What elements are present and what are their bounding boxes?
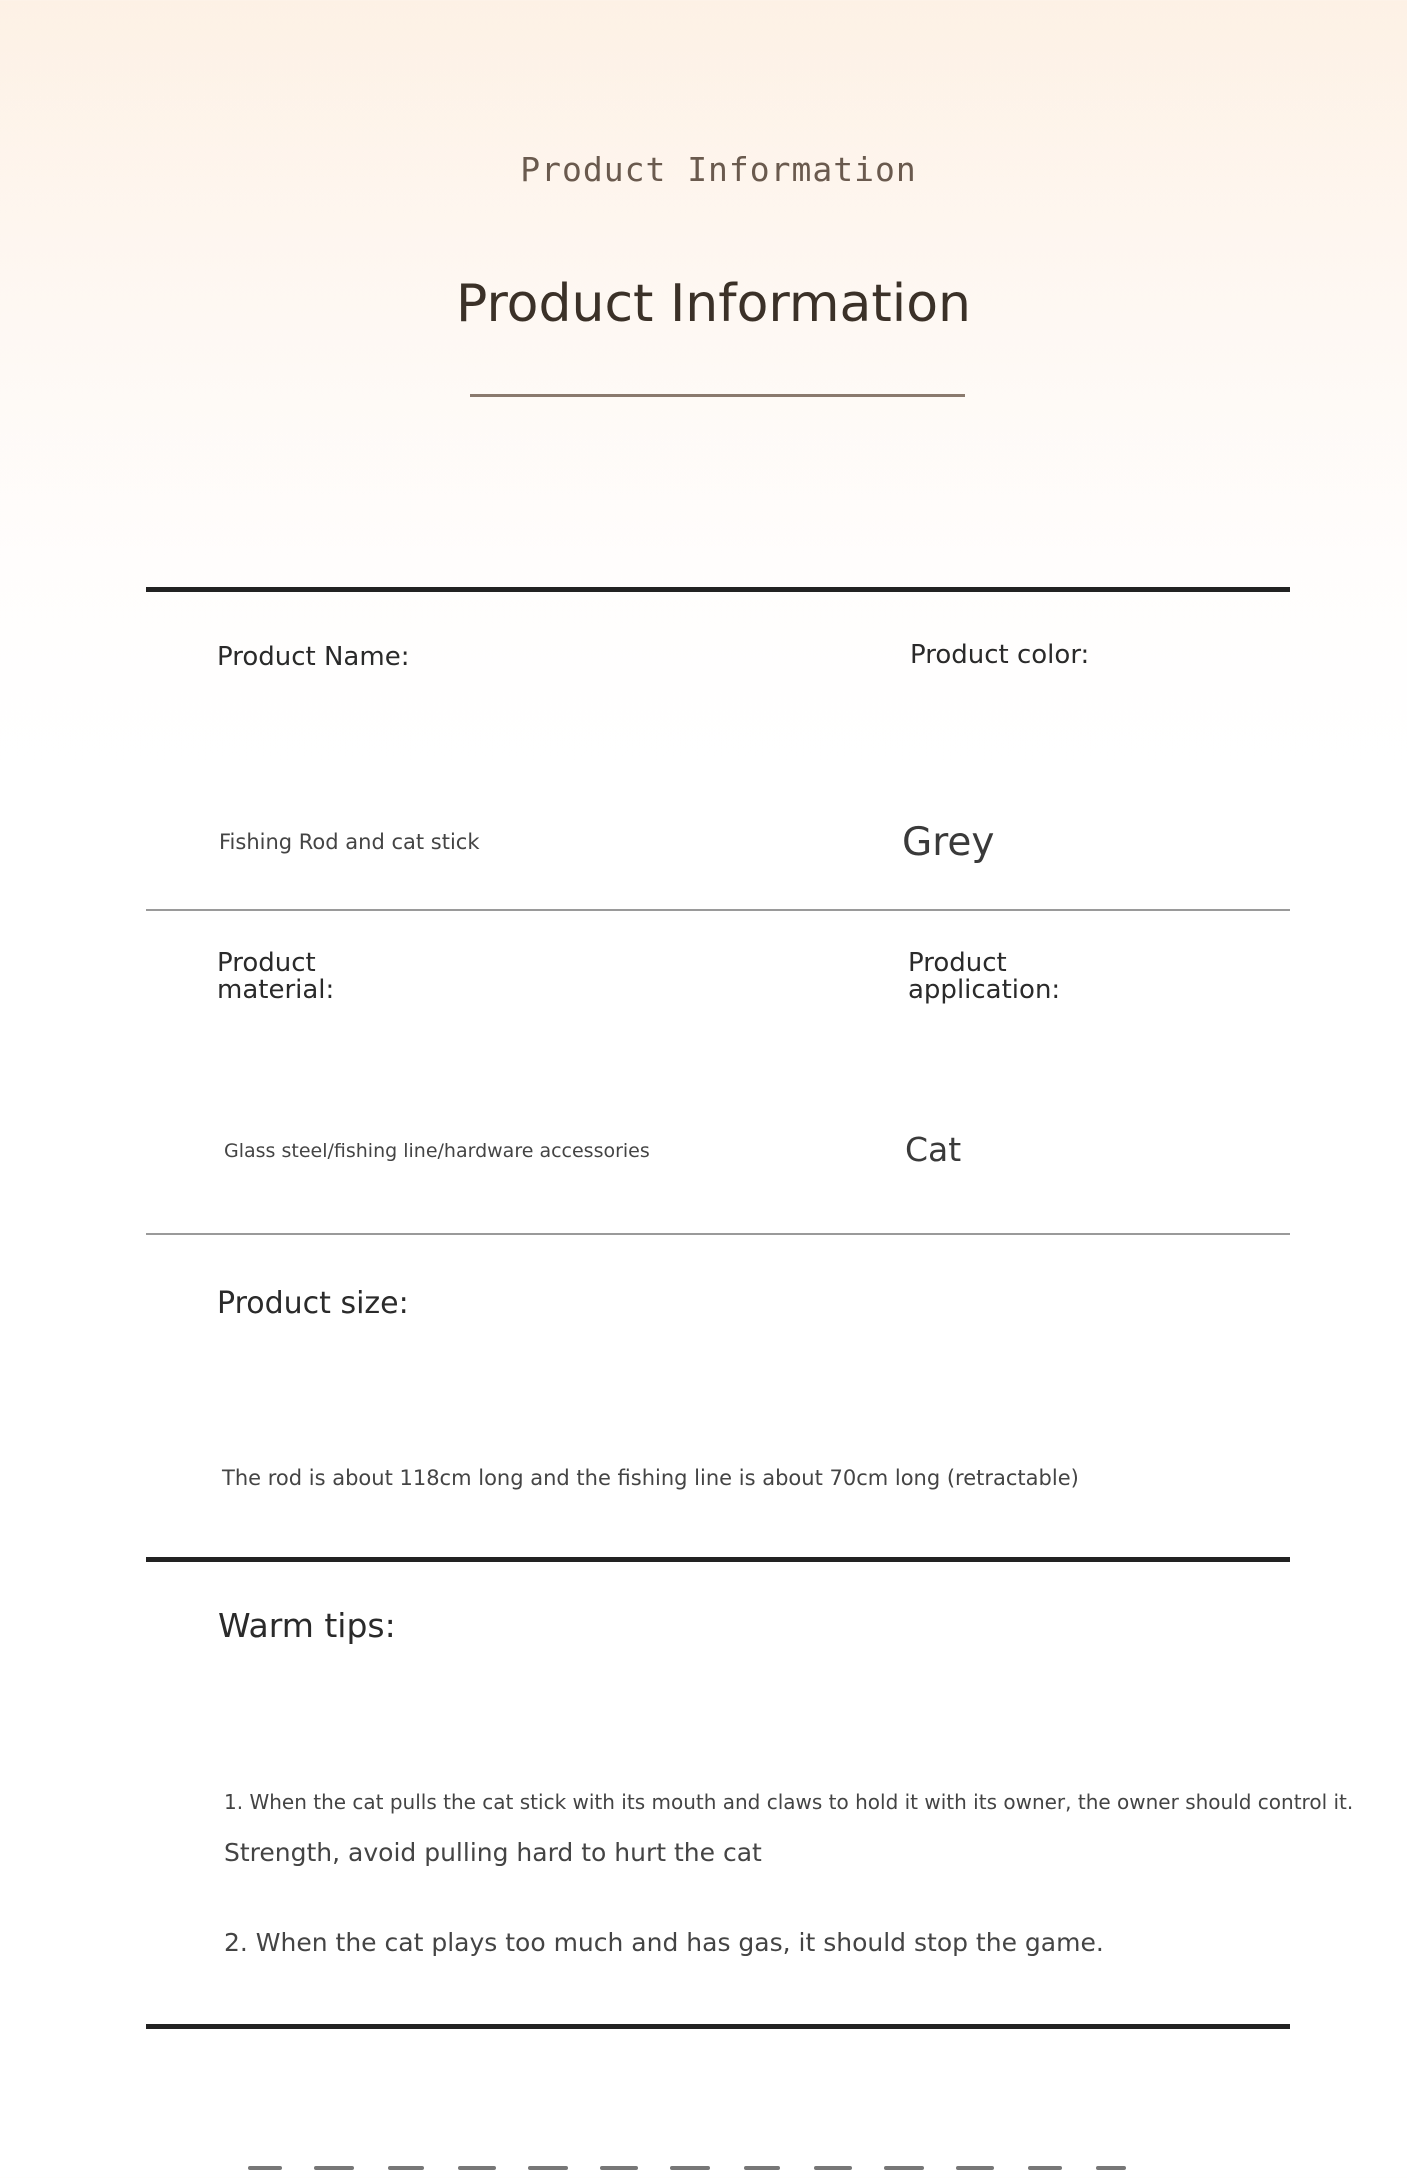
tip-1-line-1: 1. When the cat pulls the cat stick with its mouth and claws to hold it with its owner, the owner should control it. (224, 1790, 1354, 1814)
product-material-label-line2: material: (217, 975, 335, 1005)
divider-tips-top (146, 1557, 1290, 1562)
cropped-glyph (956, 2166, 994, 2170)
product-size-value: The rod is about 118cm long and the fishing line is about 70cm long (retractable) (222, 1466, 1079, 1490)
product-material-label-line1: Product (217, 948, 316, 978)
page-title: Product Information (456, 274, 971, 334)
cropped-glyph (744, 2166, 780, 2170)
cropped-glyph (314, 2166, 354, 2170)
title-underline (470, 394, 965, 397)
divider-top (146, 587, 1290, 592)
tip-2: 2. When the cat plays too much and has gas, it should stop the game. (224, 1928, 1104, 1957)
divider-row1 (146, 909, 1290, 911)
cropped-glyph (388, 2166, 424, 2170)
product-application-label (908, 950, 1108, 1004)
cropped-glyph (1096, 2166, 1126, 2170)
cropped-glyph (1028, 2166, 1062, 2170)
product-material-value: Glass steel/fishing line/hardware accessories (224, 1140, 650, 1162)
cropped-glyph (670, 2166, 710, 2170)
cropped-glyph (528, 2166, 568, 2170)
product-name-label: Product Name: (217, 642, 410, 672)
warm-tips-title: Warm tips: (218, 1606, 396, 1645)
cropped-glyph (458, 2166, 496, 2170)
page-eyebrow: Product Information (520, 150, 917, 189)
product-name-value: Fishing Rod and cat stick (219, 830, 480, 854)
product-size-label: Product size: (217, 1286, 409, 1321)
cropped-glyph (600, 2166, 638, 2170)
product-color-value: Grey (902, 820, 995, 865)
product-application-value: Cat (905, 1130, 962, 1169)
product-application-label-line2: application: (908, 975, 1061, 1005)
cropped-footer-text (0, 2150, 1407, 2178)
tip-1-line-2: Strength, avoid pulling hard to hurt the cat (224, 1838, 762, 1867)
cropped-glyph (814, 2166, 852, 2170)
product-application-label-line1: Product (908, 948, 1007, 978)
product-color-label: Product color: (910, 640, 1090, 670)
cropped-glyph (884, 2166, 924, 2170)
product-material-label (217, 950, 417, 1004)
divider-row2 (146, 1233, 1290, 1235)
cropped-glyph (248, 2166, 282, 2170)
divider-bottom (146, 2024, 1290, 2029)
